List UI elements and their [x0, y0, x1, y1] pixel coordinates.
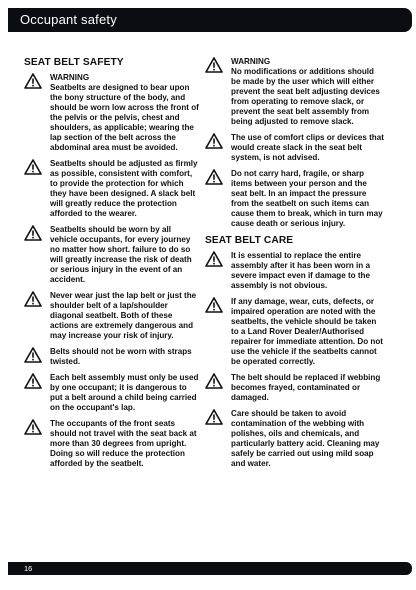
warning-item	[205, 297, 385, 367]
warning-triangle-icon	[205, 409, 227, 427]
warning-text: Seatbelts are designed to bear upon the bony structure of the body, and should be worn low across the front of the pelvis or the pelvis, chest and shoulders, as applicable; wearing the lap section of the belt across the abdominal area must be avoided.	[50, 83, 199, 152]
seat-belt-care-list	[205, 251, 385, 469]
warning-item	[205, 373, 385, 403]
warning-list	[205, 57, 385, 229]
warning-triangle-icon	[24, 373, 46, 391]
warning-text-block	[231, 373, 385, 403]
warning-text-block	[50, 225, 200, 285]
page-footer	[8, 562, 412, 575]
warning-triangle-icon	[24, 419, 46, 437]
warning-text-block	[50, 347, 200, 367]
section-title-seat-belt-care: SEAT BELT CARE	[205, 235, 294, 246]
warning-item	[205, 57, 385, 127]
warning-item	[24, 373, 200, 413]
warning-text-block	[50, 159, 200, 219]
warning-text-block	[231, 297, 385, 367]
page-header	[8, 8, 412, 32]
warning-heading: WARNING	[50, 73, 90, 82]
warning-text-block	[231, 251, 385, 291]
warning-text: The use of comfort clips or devices that would create slack in the seat belt system, is not advised.	[231, 133, 384, 162]
warning-text-block	[50, 419, 200, 469]
warning-text-block	[50, 291, 200, 341]
warning-text-block	[50, 373, 200, 413]
warning-text: Each belt assembly must only be used by one occupant; it is dangerous to put a belt around a child being carried on the occupant's lap.	[50, 373, 199, 412]
warning-text: The belt should be replaced if webbing becomes frayed, contaminated or damaged.	[231, 373, 381, 402]
warning-item	[205, 251, 385, 291]
warning-text: Care should be taken to avoid contamination of the webbing with polishes, oils and chemicals, and particularly battery acid. Cleaning may safely be carried out using mild soap and water.	[231, 409, 380, 468]
warning-item	[24, 419, 200, 469]
warning-text: No modifications or additions should be made by the user which will either prevent the seat belt adjusting devices from operating to remove slack, or prevent the seat belt assembly from being adjusted to remove slack.	[231, 67, 380, 126]
warning-text: Seatbelts should be worn by all vehicle occupants, for every journey no matter how short. failure to do so will greatly increase the risk of death or serious injury in the event of an accident.	[50, 225, 192, 284]
warning-triangle-icon	[205, 251, 227, 269]
warning-triangle-icon	[205, 297, 227, 315]
page-title: Occupant safety	[20, 12, 117, 27]
warning-text: The occupants of the front seats should not travel with the seat back at more than 30 degrees from upright. Doing so will reduce the protection afforded by the seatbelt.	[50, 419, 197, 468]
warning-item	[205, 409, 385, 469]
warning-item	[24, 159, 200, 219]
warning-heading: WARNING	[231, 57, 271, 66]
warning-triangle-icon	[205, 169, 227, 187]
warning-item	[24, 73, 200, 153]
warning-triangle-icon	[24, 291, 46, 309]
warning-item	[24, 347, 200, 367]
warning-text: Belts should not be worn with straps twisted.	[50, 347, 192, 366]
warning-text: Do not carry hard, fragile, or sharp items between your person and the seat belt. In an impact the pressure from the seatbelt on such items can cause them to break, which in turn may cause death or serious injury.	[231, 169, 383, 228]
section-title-seat-belt-safety: SEAT BELT SAFETY	[24, 57, 124, 68]
warning-text: It is essential to replace the entire assembly after it has been worn in a severe impact even if damage to the assembly is not obvious.	[231, 251, 370, 290]
warning-triangle-icon	[24, 73, 46, 91]
warning-text-block	[231, 169, 385, 229]
warning-triangle-icon	[24, 159, 46, 177]
warning-text: Seatbelts should be adjusted as firmly as possible, consistent with comfort, to provide the protection for which they have been designed. A slack belt will greatly reduce the protection afforded to the wearer.	[50, 159, 198, 218]
seat-belt-safety-list	[24, 73, 200, 469]
warning-item	[205, 169, 385, 229]
warning-text: If any damage, wear, cuts, defects, or impaired operation are noted with the seatbelts, the vehicle should be taken to a Land Rover Dealer/Authorised repairer for immediate attention. Do not use the vehicle if the seatbelts cannot be operated correctly.	[231, 297, 384, 366]
warning-triangle-icon	[24, 347, 46, 365]
warning-triangle-icon	[205, 133, 227, 151]
warning-text-block	[231, 57, 385, 127]
right-column	[205, 57, 385, 475]
left-column	[24, 57, 200, 475]
warning-triangle-icon	[205, 373, 227, 391]
warning-text-block	[231, 409, 385, 469]
warning-triangle-icon	[205, 57, 227, 75]
warning-text-block	[231, 133, 385, 163]
warning-item	[205, 133, 385, 163]
warning-text: Never wear just the lap belt or just the shoulder belt of a lap/shoulder diagonal seatbelt. Both of these actions are extremely dangerous and may increase your risk of injury.	[50, 291, 197, 340]
warning-item	[24, 291, 200, 341]
warning-item	[24, 225, 200, 285]
warning-text-block	[50, 73, 200, 153]
warning-triangle-icon	[24, 225, 46, 243]
page-number: 16	[24, 564, 33, 573]
